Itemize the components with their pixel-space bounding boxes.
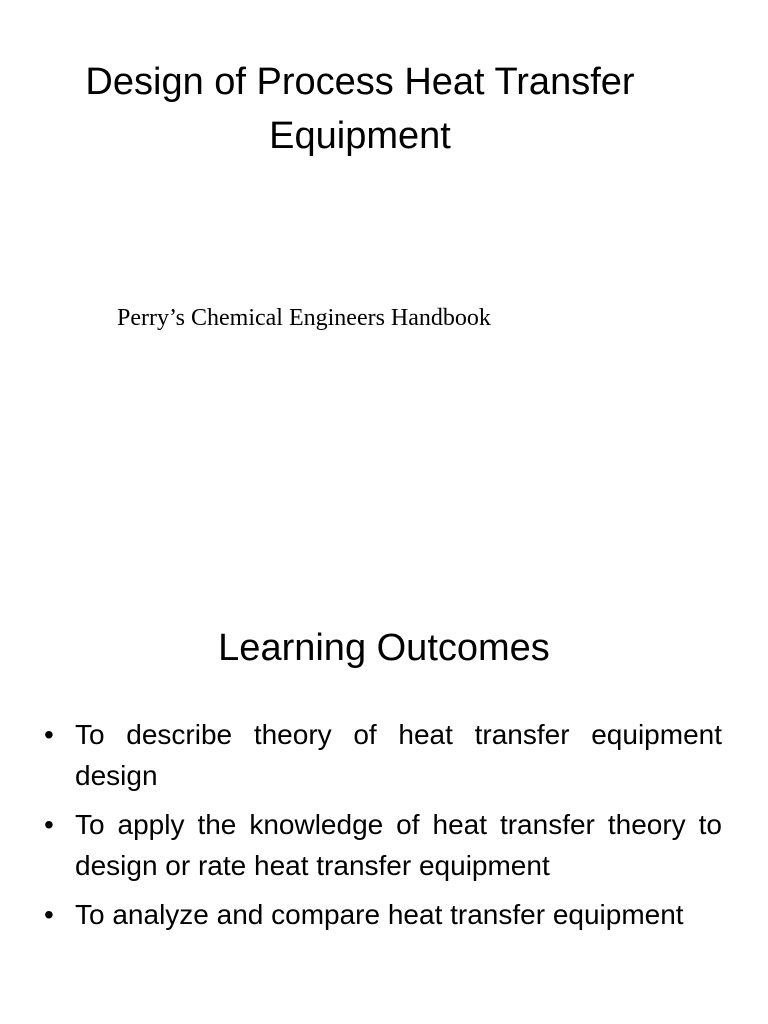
slide-subtitle: Perry’s Chemical Engineers Handbook bbox=[117, 305, 491, 331]
outcome-text: To describe theory of heat transfer equipment design bbox=[75, 719, 722, 791]
bullet-icon: • bbox=[44, 719, 54, 750]
outcome-text: To apply the knowledge of heat transfer theory to design or rate heat transfer equipment bbox=[75, 809, 722, 881]
bullet-icon: • bbox=[44, 899, 54, 930]
outcome-item bbox=[44, 894, 722, 935]
outcome-item bbox=[44, 714, 722, 796]
bullet-icon: • bbox=[44, 809, 54, 840]
learning-outcomes-slide bbox=[0, 590, 768, 1024]
learning-outcomes-title: Learning Outcomes bbox=[218, 627, 550, 669]
slide-title: Design of Process Heat Transfer Equipment bbox=[85, 61, 635, 157]
outcome-item bbox=[44, 804, 722, 886]
outcomes-list bbox=[44, 714, 722, 943]
outcome-text: To analyze and compare heat transfer equipment bbox=[75, 899, 684, 930]
